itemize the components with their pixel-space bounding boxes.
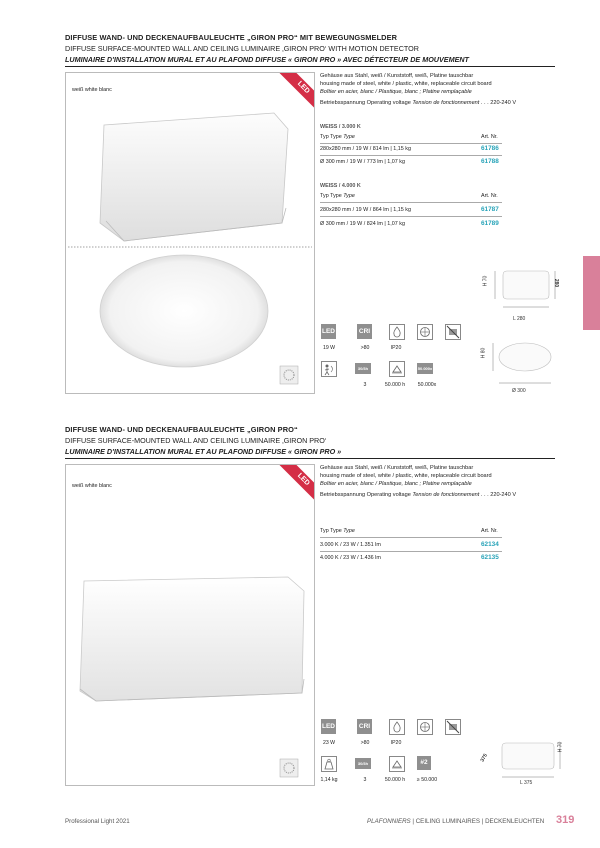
article-number: 62135	[481, 554, 499, 561]
section2-title-de: DIFFUSE WAND- UND DECKENAUFBAULEUCHTE „GIRON PRO“	[65, 425, 298, 434]
col-type-header: Typ Type Type	[320, 193, 355, 199]
article-number: 61789	[481, 220, 499, 227]
square-luminaire	[100, 113, 288, 241]
lifetime-label: 50.000 h	[384, 382, 406, 388]
mac-adam-icon: 30/3h	[355, 363, 371, 374]
col-art-header: Art. Nr.	[481, 134, 498, 140]
section2-description: Gehäuse aus Stahl, weiß / Kunststoff, weiß, Platine tauschbar housing made of steel, white / plastic, white, replaceable circuit board Boîtier en acier, blanc / Plastique, blanc ; Platine remplaçable Betriebsspannung Operating voltage Tension de fonctionnement . . . 220-240 V	[320, 465, 517, 498]
table-row: 4.000 K / 23 W / 1.436 lm	[320, 555, 381, 561]
cri-label: >80	[360, 740, 370, 746]
col-type-header: Typ Type Type	[320, 528, 355, 534]
macadam-label: 3	[363, 777, 367, 783]
product-photo-panel	[65, 464, 315, 786]
wattage-label: 23 W	[322, 740, 336, 746]
sensor-icon	[280, 759, 298, 777]
round-luminaire	[100, 255, 268, 367]
divider	[65, 66, 555, 67]
dim-height: H 80	[480, 347, 487, 359]
group1-title: WEISS / 3.000 K	[320, 124, 361, 130]
col-type-header: Typ Type Type	[320, 134, 355, 140]
section1-title-de: DIFFUSE WAND- UND DECKENAUFBAULEUCHTE „GIRON PRO“ MIT BEWEGUNGSMELDER	[65, 33, 398, 42]
section2-title-fr: LUMINAIRE D'INSTALLATION MURAL ET AU PLAFOND DIFFUSE « GIRON PRO »	[65, 447, 342, 456]
protection-class-icon	[417, 719, 433, 735]
dim-width: 375	[479, 752, 489, 764]
cycles-label: ≥ 50.000	[416, 777, 438, 783]
switching-cycles-icon: #2	[417, 756, 431, 770]
dim-width: 280	[553, 278, 560, 288]
sensor-icon	[280, 366, 298, 384]
col-art-header: Art. Nr.	[481, 193, 498, 199]
led-icon: LED	[321, 324, 336, 339]
led-badge: LED	[270, 73, 314, 117]
dim-height: H 70	[557, 741, 564, 753]
led-badge: LED	[270, 465, 314, 509]
article-number: 61787	[481, 206, 499, 213]
weight-icon	[321, 756, 337, 772]
photo-label: weiß white blanc	[72, 87, 112, 93]
cri-label: >80	[360, 345, 370, 351]
led-icon: LED	[321, 719, 336, 734]
lifetime-icon	[389, 361, 405, 377]
col-art-header: Art. Nr.	[481, 528, 498, 534]
section1-description: Gehäuse aus Stahl, weiß / Kunststoff, weiß, Platine tauschbar housing made of steel, white / plastic, white, replaceable circuit board Boîtier en acier, blanc / Plastique, blanc ; Platine remplaçable Betriebsspannung Operating voltage Tension de fonctionnement . . . 220-240 V	[320, 73, 517, 106]
protection-class-icon	[417, 324, 433, 340]
article-number: 61786	[481, 145, 499, 152]
wattage-label: 19 W	[322, 345, 336, 351]
macadam-label: 3	[363, 382, 367, 388]
article-number: 61788	[481, 158, 499, 165]
lifetime-label: 50.000 h	[384, 777, 406, 783]
chapter-tab	[583, 256, 600, 330]
table-row: Ø 300 mm / 19 W / 824 lm | 1,07 kg	[320, 221, 405, 227]
switching-cycles-icon: 50.000x	[417, 363, 433, 374]
group2-title: WEISS / 4.000 K	[320, 183, 361, 189]
page-number: 319	[556, 814, 575, 826]
mac-adam-icon: 30/3h	[355, 758, 371, 769]
table-row: 3.000 K / 23 W / 1.351 lm	[320, 542, 381, 548]
ip-drop-icon	[389, 719, 405, 735]
table-row: 280x280 mm / 19 W / 864 lm | 1,15 kg	[320, 207, 411, 213]
article-number: 62134	[481, 541, 499, 548]
not-dimmable-icon	[445, 324, 461, 340]
luminaire-image	[66, 465, 314, 785]
product-photo-panel	[65, 72, 315, 394]
dim-height: H 70	[482, 275, 489, 287]
weight-label: 1,14 kg	[320, 777, 338, 783]
ip-drop-icon	[389, 324, 405, 340]
section1-title-fr: LUMINAIRE D'INSTALLATION MURAL ET AU PLAFOND DIFFUSE « GIRON PRO » AVEC DÉTECTEUR DE MOUVEMENT	[65, 55, 469, 64]
not-dimmable-icon	[445, 719, 461, 735]
cycles-label: 50.000x	[417, 382, 437, 388]
dim-length: L 375	[520, 780, 533, 786]
dim-length: L 280	[513, 316, 526, 322]
cri-icon: CRI	[357, 324, 372, 339]
divider	[65, 458, 555, 459]
section2-title-en: DIFFUSE SURFACE-MOUNTED WALL AND CEILING LUMINAIRE ‚GIRON PRO‘	[65, 436, 327, 445]
dimension-drawings	[475, 265, 565, 400]
table-row: 280x280 mm / 19 W / 814 lm | 1,15 kg	[320, 146, 411, 152]
footer-category: PLAFONNIERS | CEILING LUMINAIRES | DECKENLEUCHTEN	[367, 818, 545, 825]
dim-diameter: Ø 300	[512, 388, 526, 394]
ip-label: IP20	[390, 345, 402, 351]
luminaire-images	[66, 73, 314, 393]
square-luminaire	[80, 577, 304, 701]
cri-icon: CRI	[357, 719, 372, 734]
ip-label: IP20	[390, 740, 402, 746]
table-row: Ø 300 mm / 19 W / 773 lm | 1,07 kg	[320, 159, 405, 165]
footer-catalog-name: Professional Light 2021	[65, 818, 130, 825]
photo-label: weiß white blanc	[72, 483, 112, 489]
lifetime-icon	[389, 756, 405, 772]
section1-title-en: DIFFUSE SURFACE-MOUNTED WALL AND CEILING LUMINAIRE ‚GIRON PRO‘ WITH MOTION DETECTOR	[65, 44, 419, 53]
motion-sensor-icon	[321, 361, 337, 377]
